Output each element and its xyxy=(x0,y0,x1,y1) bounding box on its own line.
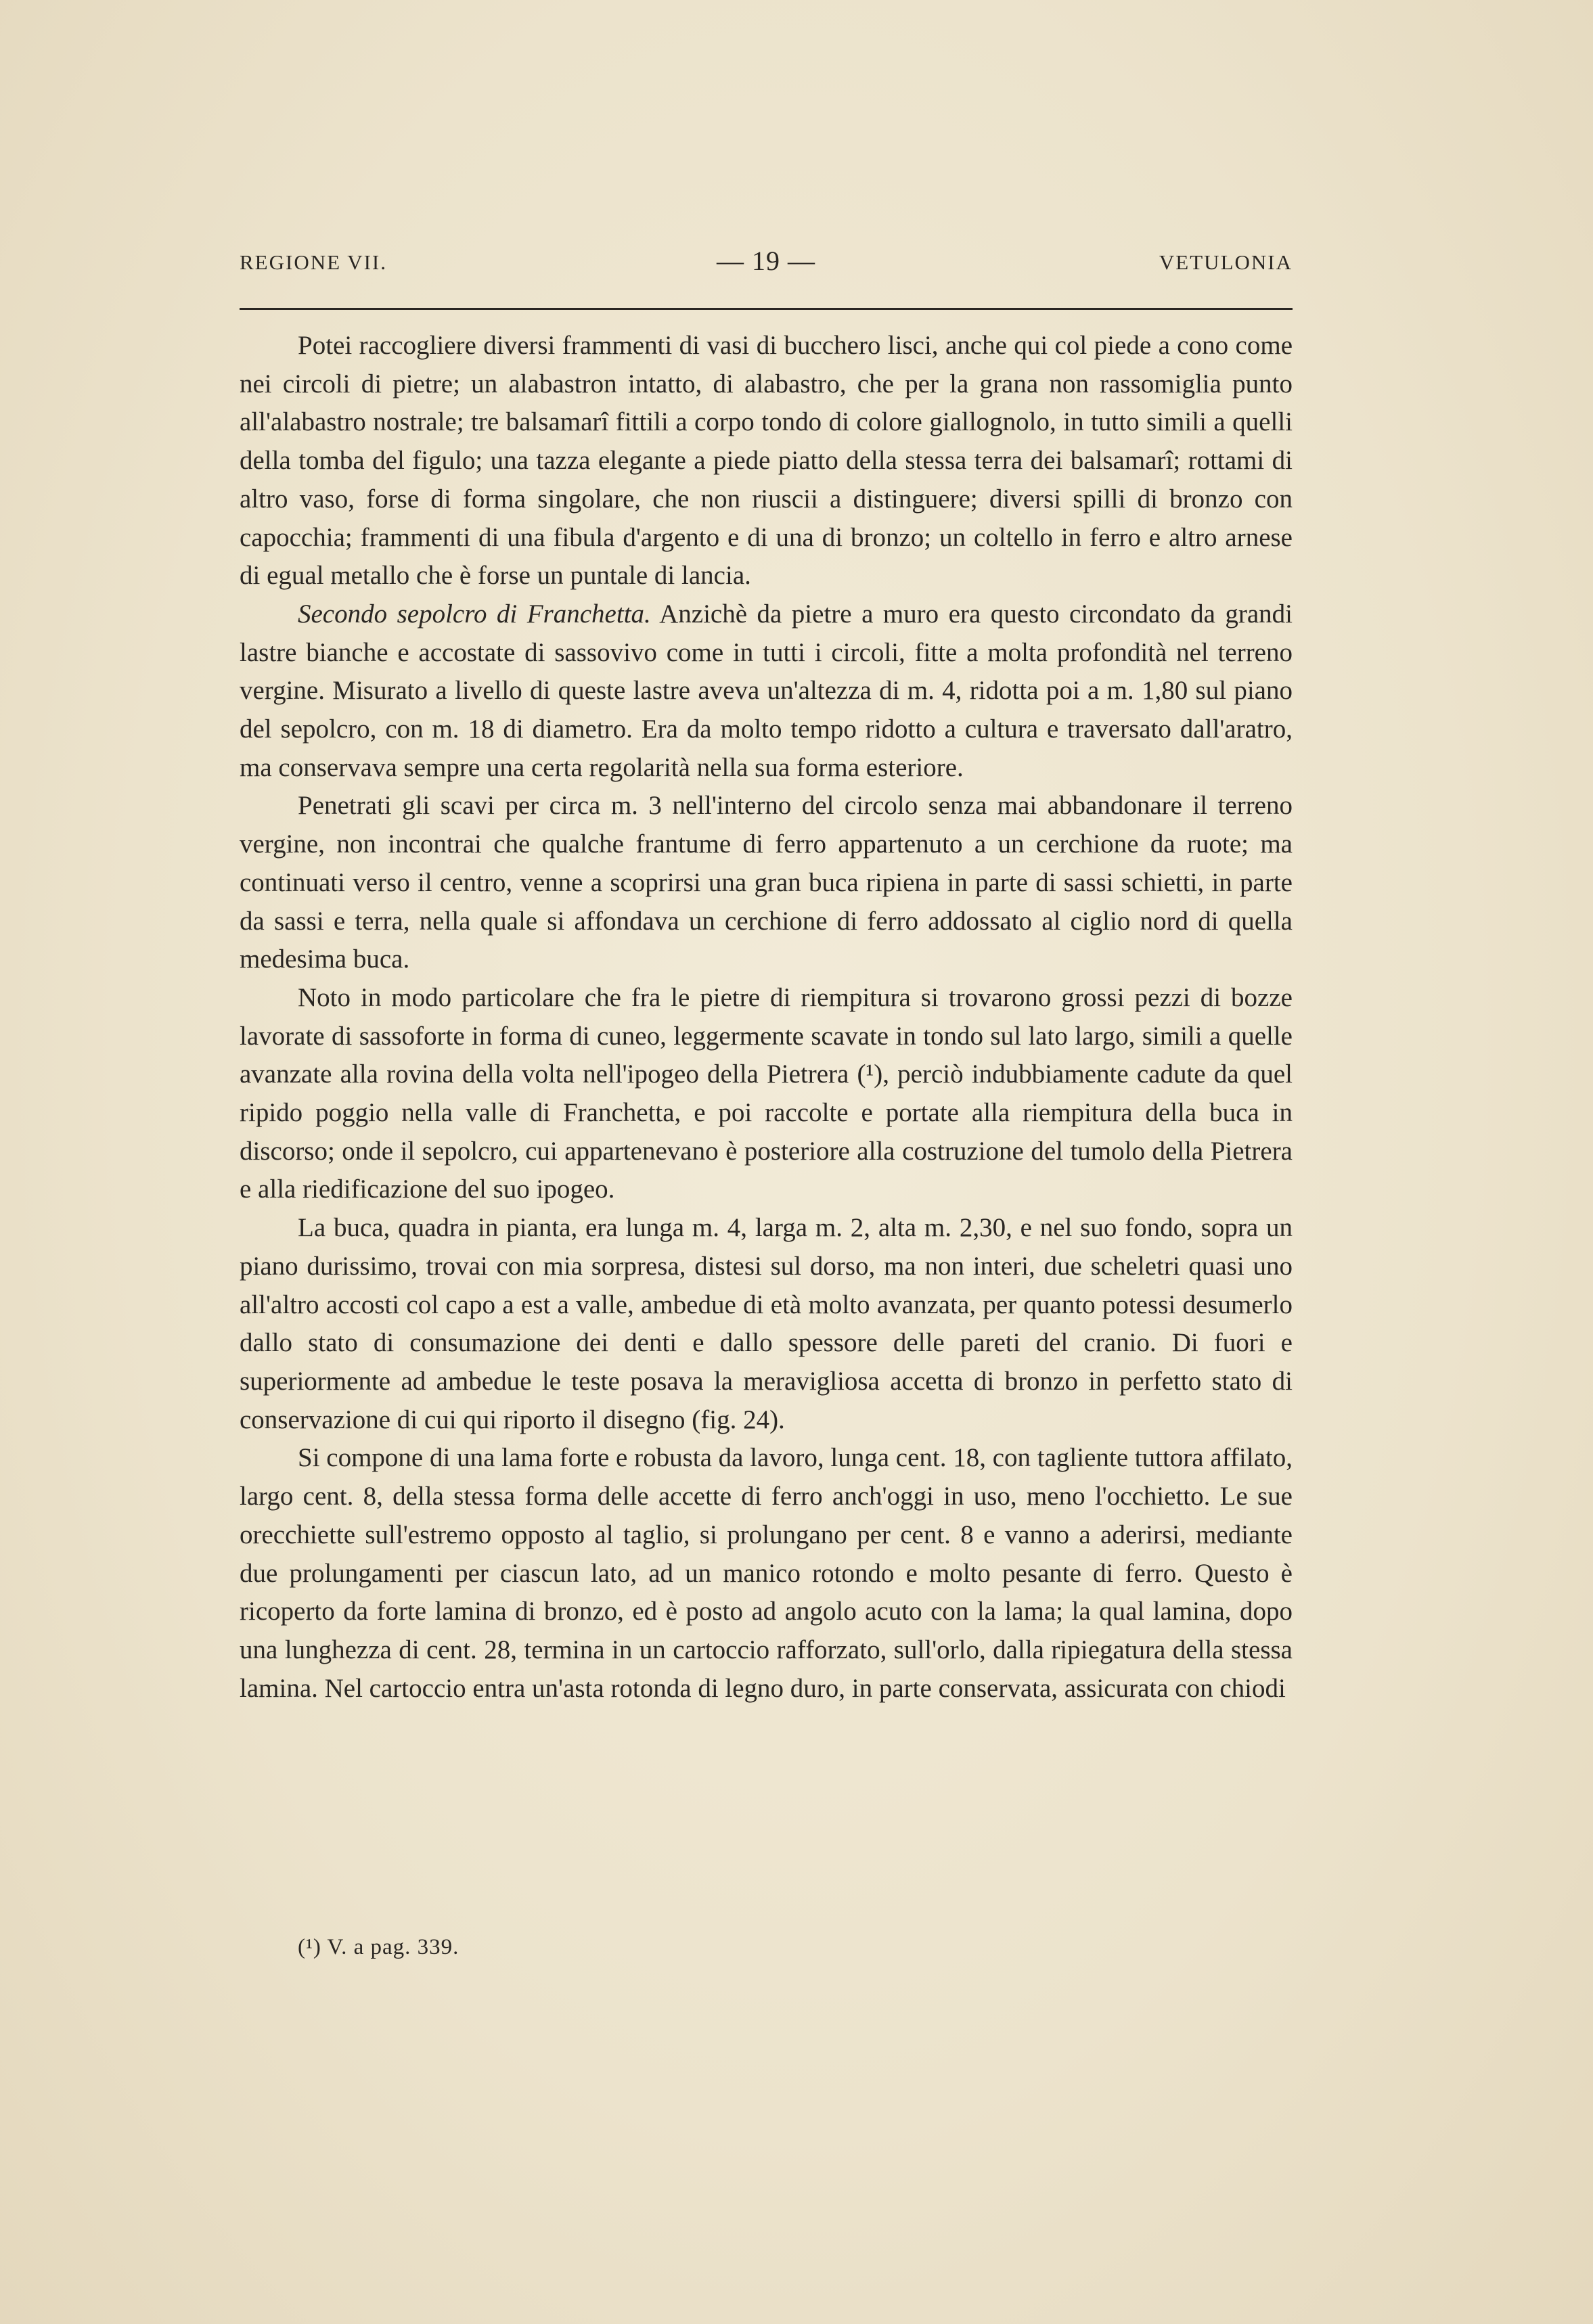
header-rule xyxy=(240,308,1293,310)
footnote xyxy=(298,1935,459,1960)
running-header xyxy=(240,245,1293,286)
paragraph xyxy=(240,1209,1293,1439)
paragraph-text: Si compone di una lama forte e robusta da lavoro, lunga cent. 18, con tagliente tuttora affilato, largo cent. 8, della stessa forma delle accette di ferro anch'oggi in uso, meno l'occhietto. Le sue orecchiette sull'estremo opposto al taglio, si prolungano per cent. 8 e vanno a aderirsi, mediante due prolungamenti per ciascun lato, ad un manico rotondo e molto pesante di ferro. Questo è ricoperto da forte lamina di bronzo, ed è posto ad angolo acuto con la lama; la qual lamina, dopo una lunghezza di cent. 28, termina in un cartoccio rafforzato, sull'orlo, dalla ripiegatura della stessa lamina. Nel cartoccio entra un'asta rotonda di legno duro, in parte conservata, assicurata con chiodi xyxy=(240,1443,1293,1703)
section-heading: Secondo sepolcro di Franchetta. xyxy=(298,599,651,629)
header-region: REGIONE VII. xyxy=(240,250,388,274)
paragraph-text: Penetrati gli scavi per circa m. 3 nell'interno del circolo senza mai abbandonare il terreno vergine, non incontrai che qualche frantume di ferro appartenuto a un cerchione da ruote; ma continuati verso il centro, venne a scoprirsi una gran buca ripiena in parte di sassi schietti, in parte da sassi e terra, nella quale si affondava un cerchione di ferro addossato al ciglio nord di quella medesima buca. xyxy=(240,791,1293,974)
paragraph-text: Potei raccogliere diversi frammenti di vasi di bucchero lisci, anche qui col piede a cono come nei circoli di pietre; un alabastron intatto, di alabastro, che per la grana non rassomiglia punto all'alabastro nostrale; tre balsamarî fittili a corpo tondo di colore giallognolo, in tutto simili a quelli della tomba del figulo; una tazza elegante a piede piatto della stessa terra dei balsamarî; rottami di altro vaso, forse di forma singolare, che non riuscii a distinguere; diversi spilli di bronzo con capocchia; frammenti di una fibula d'argento e di una di bronzo; un coltello in ferro e altro arnese di egual metallo che è forse un puntale di lancia. xyxy=(240,331,1293,591)
paragraph xyxy=(240,327,1293,595)
paragraph xyxy=(240,1439,1293,1708)
page-number: — 19 — xyxy=(717,246,815,276)
paragraph-text: Anzichè da pietre a muro era questo circondato da grandi lastre bianche e accostate di sassovivo come in tutti i circoli, fitte a molta profondità nel terreno vergine. Misurato a livello di queste lastre aveva un'altezza di m. 4, ridotta poi a m. 1,80 sul piano del sepolcro, con m. 18 di diametro. Era da molto tempo ridotto a cultura e traversato dall'aratro, ma conservava sempre una certa regolarità nella sua forma esteriore. xyxy=(240,599,1293,782)
header-place: VETULONIA xyxy=(1159,250,1293,274)
paragraph xyxy=(240,595,1293,788)
paragraph xyxy=(240,979,1293,1209)
paragraph-text: Noto in modo particolare che fra le pietre di riempitura si trovarono grossi pezzi di bozze lavorate di sassoforte in forma di cuneo, leggermente scavate in tondo sul lato largo, simili a quelle avanzate alla rovina della volta nell'ipogeo della Pietrera (¹), perciò indubbiamente cadute da quel ripido poggio nella valle di Franchetta, e poi raccolte e portate alla riempitura della buca in discorso; onde il sepolcro, cui appartenevano è posteriore alla costruzione del tumolo della Pietrera e alla riedificazione del suo ipogeo. xyxy=(240,982,1293,1204)
footnote-marker: (¹) xyxy=(298,1935,321,1959)
footnote-text: V. a pag. 339. xyxy=(321,1935,459,1959)
body-text xyxy=(240,327,1293,1708)
paragraph-text: La buca, quadra in pianta, era lunga m. 4, larga m. 2, alta m. 2,30, e nel suo fondo, sopra un piano durissimo, trovai con mia sorpresa, distesi sul dorso, ma non interi, due scheletri quasi uno all'altro accosti col capo a est a valle, ambedue di età molto avanzata, per quanto potessi desumerlo dallo stato di consumazione dei denti e dallo spessore delle pareti del cranio. Di fuori e superiormente ad ambedue le teste posava la meravigliosa accetta di bronzo in perfetto stato di conservazione di cui qui riporto il disegno (fig. 24). xyxy=(240,1213,1293,1434)
paragraph xyxy=(240,787,1293,979)
